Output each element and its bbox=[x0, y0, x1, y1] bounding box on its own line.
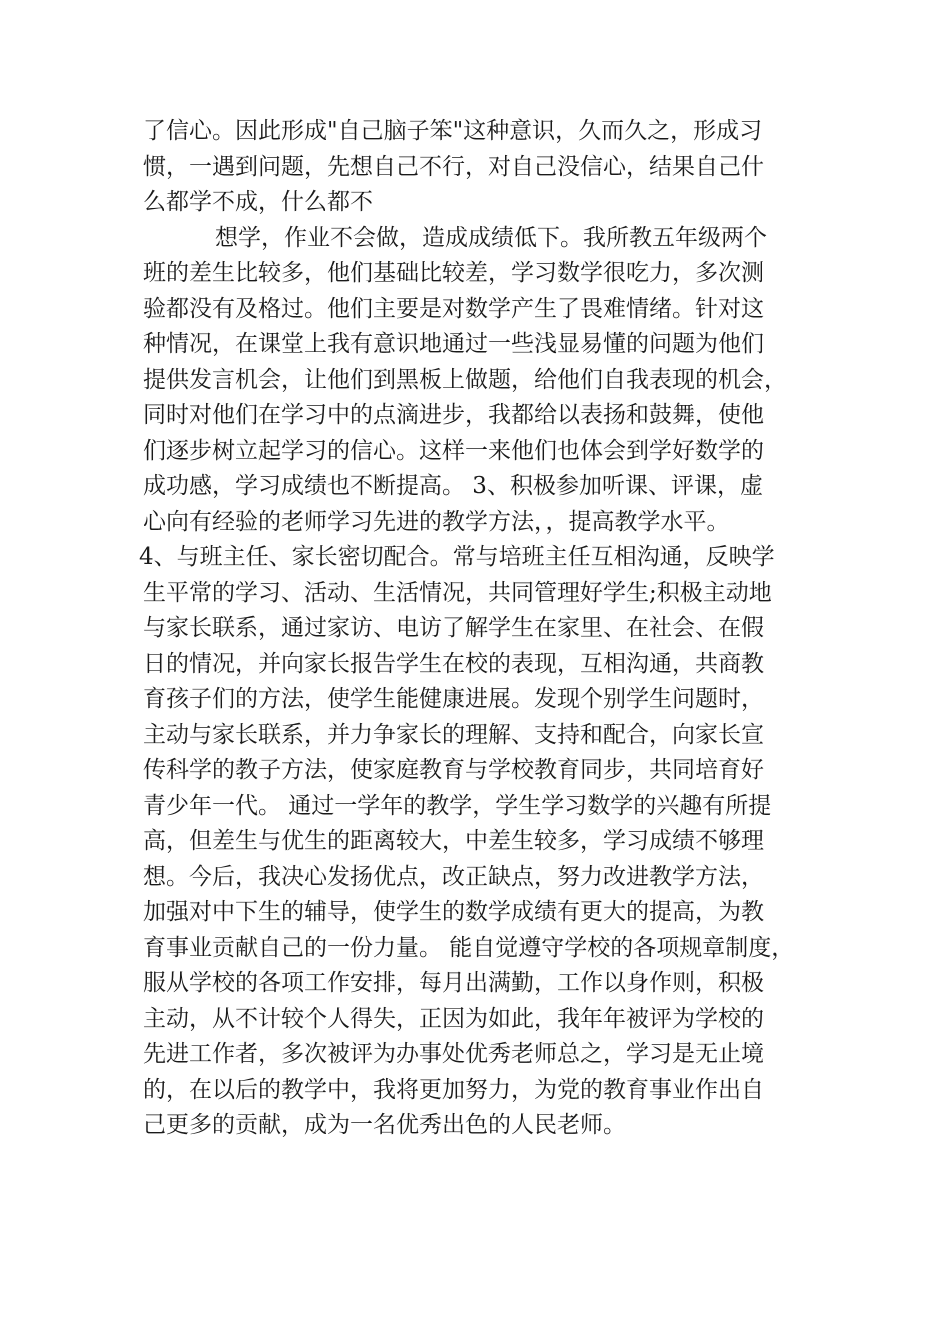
text-line: 与家长联系，通过家访、电访了解学生在家里、在社会、在假 bbox=[143, 615, 764, 641]
text-line: 想。今后，我决心发扬优点，改正缺点，努力改进教学方法， bbox=[143, 863, 764, 890]
text-line: 4、与班主任、家长密切配合。常与培班主任互相沟通，反映学 bbox=[139, 544, 775, 570]
text-line: 么都学不成，什么都不 bbox=[143, 189, 373, 215]
text-line: 心向有经验的老师学习先进的教学方法，，提高教学水平。 bbox=[143, 508, 730, 535]
text-line: 生平常的学习、活动、生活情况，共同管理好学生;积极主动地 bbox=[143, 579, 772, 606]
text-line: 育事业贡献自己的一份力量。 能自觉遵守学校的各项规章制度， bbox=[143, 934, 795, 961]
text-line: 青少年一代。 通过一学年的教学，学生学习数学的兴趣有所提 bbox=[143, 792, 772, 819]
text-line: 加强对中下生的辅导，使学生的数学成绩有更大的提高，为教 bbox=[143, 899, 764, 925]
text-line: 主动，从不计较个人得失，正因为如此，我年年被评为学校的 bbox=[143, 1005, 764, 1032]
text-line: 先进工作者，多次被评为办事处优秀老师总之，学习是无止境 bbox=[143, 1041, 764, 1067]
text-line: 的，在以后的教学中，我将更加努力，为党的教育事业作出自 bbox=[143, 1076, 764, 1103]
text-line: 种情况，在课堂上我有意识地通过一些浅显易懂的问题为他们 bbox=[143, 331, 764, 357]
body-text bbox=[139, 114, 823, 1144]
text-line: 己更多的贡献，成为一名优秀出色的人民老师。 bbox=[143, 1112, 626, 1138]
text-line: 育孩子们的方法，使学生能健康进展。发现个别学生问题时， bbox=[143, 686, 764, 712]
text-line: 惯，一遇到问题，先想自己不行，对自己没信心，结果自己什 bbox=[143, 153, 764, 180]
text-line: 日的情况，并向家长报告学生在校的表现，互相沟通，共商教 bbox=[143, 650, 764, 677]
text-line: 们逐步树立起学习的信心。这样一来他们也体会到学好数学的 bbox=[143, 437, 764, 464]
text-line: 服从学校的各项工作安排，每月出满勤，工作以身作则，积极 bbox=[143, 970, 764, 996]
text-line: 同时对他们在学习中的点滴进步，我都给以表扬和鼓舞，使他 bbox=[143, 402, 764, 428]
text-line: 班的差生比较多，他们基础比较差，学习数学很吃力，多次测 bbox=[143, 260, 764, 286]
text-line: 高，但差生与优生的距离较大，中差生较多，学习成绩不够理 bbox=[143, 828, 764, 854]
text-line: 主动与家长联系，并力争家长的理解、支持和配合，向家长宣 bbox=[143, 721, 764, 748]
text-line: 提供发言机会，让他们到黑板上做题，给他们自我表现的机会， bbox=[143, 366, 787, 393]
text-line: 想学，作业不会做，造成成绩低下。我所教五年级两个 bbox=[215, 224, 767, 251]
text-line: 了信心。因此形成"自己脑子笨"这种意识，久而久之，形成习 bbox=[143, 118, 763, 144]
text-line: 验都没有及格过。他们主要是对数学产生了畏难情绪。针对这 bbox=[143, 295, 764, 322]
text-line: 传科学的教子方法，使家庭教育与学校教育同步，共同培育好 bbox=[143, 757, 764, 783]
text-line: 成功感，学习成绩也不断提高。 3、积极参加听课、评课，虚 bbox=[143, 473, 763, 499]
